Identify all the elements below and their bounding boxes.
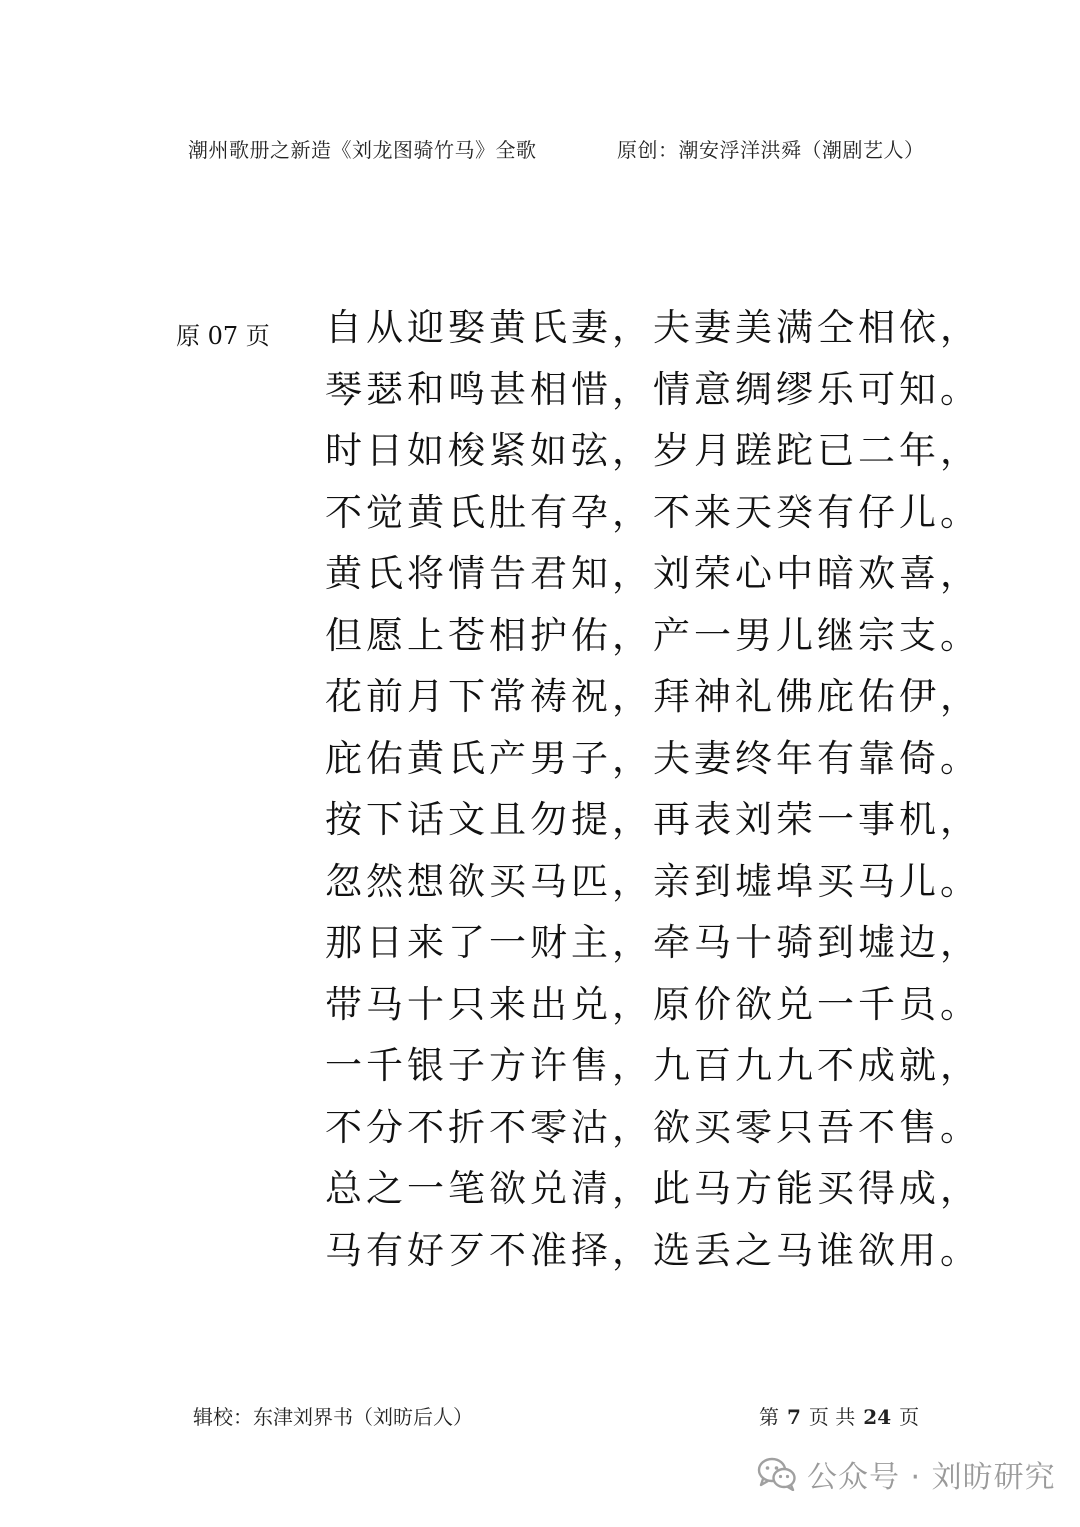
verse-line: 忽然想欲买马匹，亲到墟埠买马儿。 [325,859,981,903]
verse-line: 按下话文且勿提，再表刘荣一事机， [325,798,981,841]
page-current: 7 [787,1405,801,1429]
verse-line: 花前月下常祷祝，拜神礼佛庇佑伊， [325,675,981,718]
header-title: 潮州歌册之新造《刘龙图骑竹马》全歌 [188,138,537,162]
verse-line: 时日如梭紧如弦，岁月蹉跎已二年， [325,429,981,472]
verse-line: 但愿上苍相护佑，产一男儿继宗支。 [325,613,981,657]
page-number [757,1401,921,1430]
verse-line: 黄氏将情告君知，刘荣心中暗欢喜， [325,552,981,595]
header-author: 原创：潮安浮洋洪舜（潮剧艺人） [617,138,925,162]
page-total: 24 [863,1405,892,1429]
original-page-label: 原 07 页 [176,322,270,350]
page-suffix: 页 [899,1405,920,1429]
verse-line: 总之一笔欲兑清，此马方能买得成， [325,1167,981,1210]
verse-block [325,297,981,1281]
watermark [757,1452,1056,1496]
verse-line: 琴瑟和鸣甚相惜，情意绸缪乐可知。 [325,367,981,411]
footer-editor: 辑校：东津刘界书（刘昉后人） [193,1405,473,1429]
page-middle: 页 共 [808,1405,856,1429]
verse-line: 不觉黄氏肚有孕，不来天癸有仔儿。 [325,490,981,534]
watermark-text: 公众号 · 刘昉研究 [807,1460,1056,1495]
page-prefix: 第 [759,1405,779,1429]
verse-line: 马有好歹不准择，选丢之马谁欲用。 [325,1228,981,1272]
verse-line: 自从迎娶黄氏妻，夫妻美满仝相依， [325,306,981,349]
wechat-icon [757,1457,797,1491]
verse-line: 带马十只来出兑，原价欲兑一千员。 [325,982,981,1026]
verse-line: 庇佑黄氏产男子，夫妻终年有靠倚。 [325,736,981,780]
verse-line: 一千银子方许售，九百九九不成就， [325,1044,981,1087]
verse-line: 那日来了一财主，牵马十骑到墟边， [325,921,981,964]
verse-line: 不分不折不零沽，欲买零只吾不售。 [325,1105,981,1149]
